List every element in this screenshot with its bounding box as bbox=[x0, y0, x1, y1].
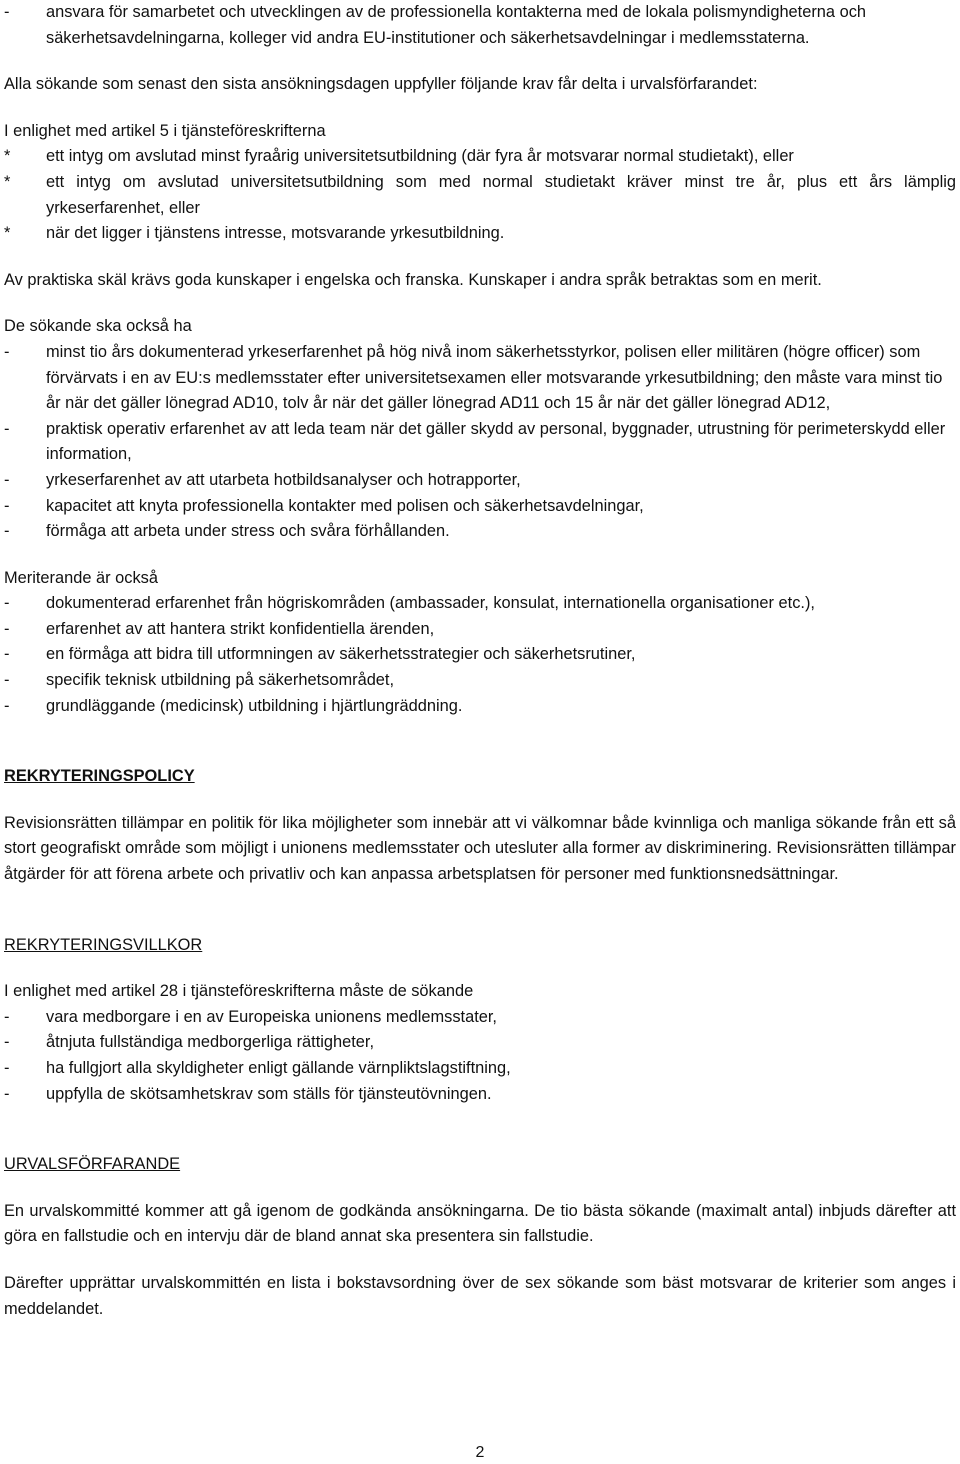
also-required-list bbox=[4, 340, 956, 545]
list-item: * ett intyg om avslutad minst fyraårig universitetsutbildning (där fyra år motsvarar normal studietakt), eller bbox=[4, 144, 956, 170]
dash-marker: - bbox=[4, 671, 10, 690]
dash-marker: - bbox=[4, 1033, 10, 1052]
list-item: - ansvara för samarbetet och utvecklingen av de professionella kontakterna med de lokala polismyndigheterna och säkerhetsavdelningarna, kolleger vid andra EU-institutioner och säkerhetsavdelningar i medlemsstaterna. bbox=[4, 0, 956, 51]
recruitment-policy-text: Revisionsrätten tillämpar en politik för lika möjligheter som innebär att vi välkomnar både kvinnliga och manliga sökande från ett så stort geografiskt område som möjligt i unionens medlemsstater och utesluter alla former av diskriminering. Revisionsrätten tillämpar åtgärder för att förena arbete och privatliv och kan anpassa arbetsplatsen för personer med funktionsnedsättningar. bbox=[4, 813, 956, 884]
dash-marker: - bbox=[4, 3, 10, 21]
list-item: - dokumenterad erfarenhet från högriskområden (ambassader, konsulat, internationella organisationer etc.), bbox=[4, 591, 956, 617]
list-item: - grundläggande (medicinsk) utbildning i hjärtlungräddning. bbox=[4, 694, 956, 720]
star-marker: * bbox=[4, 147, 11, 166]
merits-list bbox=[4, 591, 956, 719]
language-requirement: Av praktiska skäl krävs goda kunskaper i engelska och franska. Kunskaper i andra språk betraktas som en merit. bbox=[4, 270, 822, 289]
list-item: - åtnjuta fullständiga medborgerliga rättigheter, bbox=[4, 1030, 956, 1056]
list-item: - praktisk operativ erfarenhet av att leda team när det gäller skydd av personal, byggnader, utrustning för perimeterskydd eller information, bbox=[4, 417, 956, 468]
selection-paragraph-2: Därefter upprättar urvalskommittén en lista i bokstavsordning över de sex sökande som bäst motsvarar de kriterier som anges i meddelandet. bbox=[4, 1273, 956, 1318]
dash-marker: - bbox=[4, 696, 10, 715]
list-item: - specifik teknisk utbildning på säkerhetsområdet, bbox=[4, 668, 956, 694]
dash-marker: - bbox=[4, 1059, 10, 1077]
selection-heading: URVALSFÖRFARANDE bbox=[4, 1155, 181, 1174]
list-item: - kapacitet att knyta professionella kontakter med polisen och säkerhetsavdelningar, bbox=[4, 494, 956, 520]
dash-marker: - bbox=[4, 496, 10, 515]
dash-marker: - bbox=[4, 1084, 10, 1103]
dash-marker: - bbox=[4, 619, 10, 638]
merits-title: Meriterande är också bbox=[4, 568, 158, 587]
dash-marker: - bbox=[4, 1007, 10, 1026]
recruitment-policy-heading: REKRYTERINGSPOLICY bbox=[4, 767, 195, 786]
also-required-title: De sökande ska också ha bbox=[4, 317, 192, 336]
star-marker: * bbox=[4, 172, 11, 191]
list-item: - vara medborgare i en av Europeiska unionens medlemsstater, bbox=[4, 1005, 956, 1031]
list-item: * när det ligger i tjänstens intresse, motsvarande yrkesutbildning. bbox=[4, 221, 956, 247]
recruitment-conditions-heading: REKRYTERINGSVILLKOR bbox=[4, 935, 203, 954]
dash-marker: - bbox=[4, 594, 10, 613]
star-marker: * bbox=[4, 224, 11, 243]
recruitment-conditions-intro: I enlighet med artikel 28 i tjänsteföreskrifterna måste de sökande bbox=[4, 982, 474, 1001]
list-item: - uppfylla de skötsamhetskrav som ställs för tjänsteutövningen. bbox=[4, 1082, 956, 1108]
page-number: 2 bbox=[475, 1444, 485, 1461]
list-item: * ett intyg om avslutad universitetsutbildning som med normal studietakt kräver minst tre år, plus ett års lämplig yrkeserfarenhet, eller bbox=[4, 170, 956, 221]
recruitment-conditions-list bbox=[4, 1005, 956, 1107]
intro-list bbox=[4, 0, 956, 51]
list-item: - en förmåga att bidra till utformningen av säkerhetsstrategier och säkerhetsrutiner, bbox=[4, 642, 956, 668]
eligibility-list bbox=[4, 144, 956, 246]
list-item: - erfarenhet av att hantera strikt konfidentiella ärenden, bbox=[4, 617, 956, 643]
eligibility-article: I enlighet med artikel 5 i tjänsteföreskrifterna bbox=[4, 121, 326, 140]
selection-paragraph-1: En urvalskommitté kommer att gå igenom de godkända ansökningarna. De tio bästa sökande (maximalt antal) inbjuds därefter att göra en fallstudie och en intervju där de bland annat ska presentera sin fallstudie. bbox=[4, 1201, 956, 1246]
dash-marker: - bbox=[4, 470, 10, 489]
list-item: - ha fullgjort alla skyldigheter enligt gällande värnpliktslagstiftning, bbox=[4, 1056, 956, 1082]
dash-marker: - bbox=[4, 522, 10, 541]
dash-marker: - bbox=[4, 342, 10, 361]
dash-marker: - bbox=[4, 419, 10, 438]
list-item: - förmåga att arbeta under stress och svåra förhållanden. bbox=[4, 519, 956, 545]
list-item: - minst tio års dokumenterad yrkeserfarenhet på hög nivå inom säkerhetsstyrkor, polisen eller militären (högre officer) som förvärvats i en av EU:s medlemsstater efter universitetsexamen eller motsvarande yrkesutbildning; den måste vara minst tio år när det gäller lönegrad AD10, tolv år när det gäller lönegrad AD11 och 15 år när det gäller lönegrad AD12, bbox=[4, 340, 956, 417]
eligibility-intro: Alla sökande som senast den sista ansökningsdagen uppfyller följande krav får delta i urvalsförfarandet: bbox=[4, 75, 758, 94]
dash-marker: - bbox=[4, 645, 10, 664]
list-item: - yrkeserfarenhet av att utarbeta hotbildsanalyser och hotrapporter, bbox=[4, 468, 956, 494]
